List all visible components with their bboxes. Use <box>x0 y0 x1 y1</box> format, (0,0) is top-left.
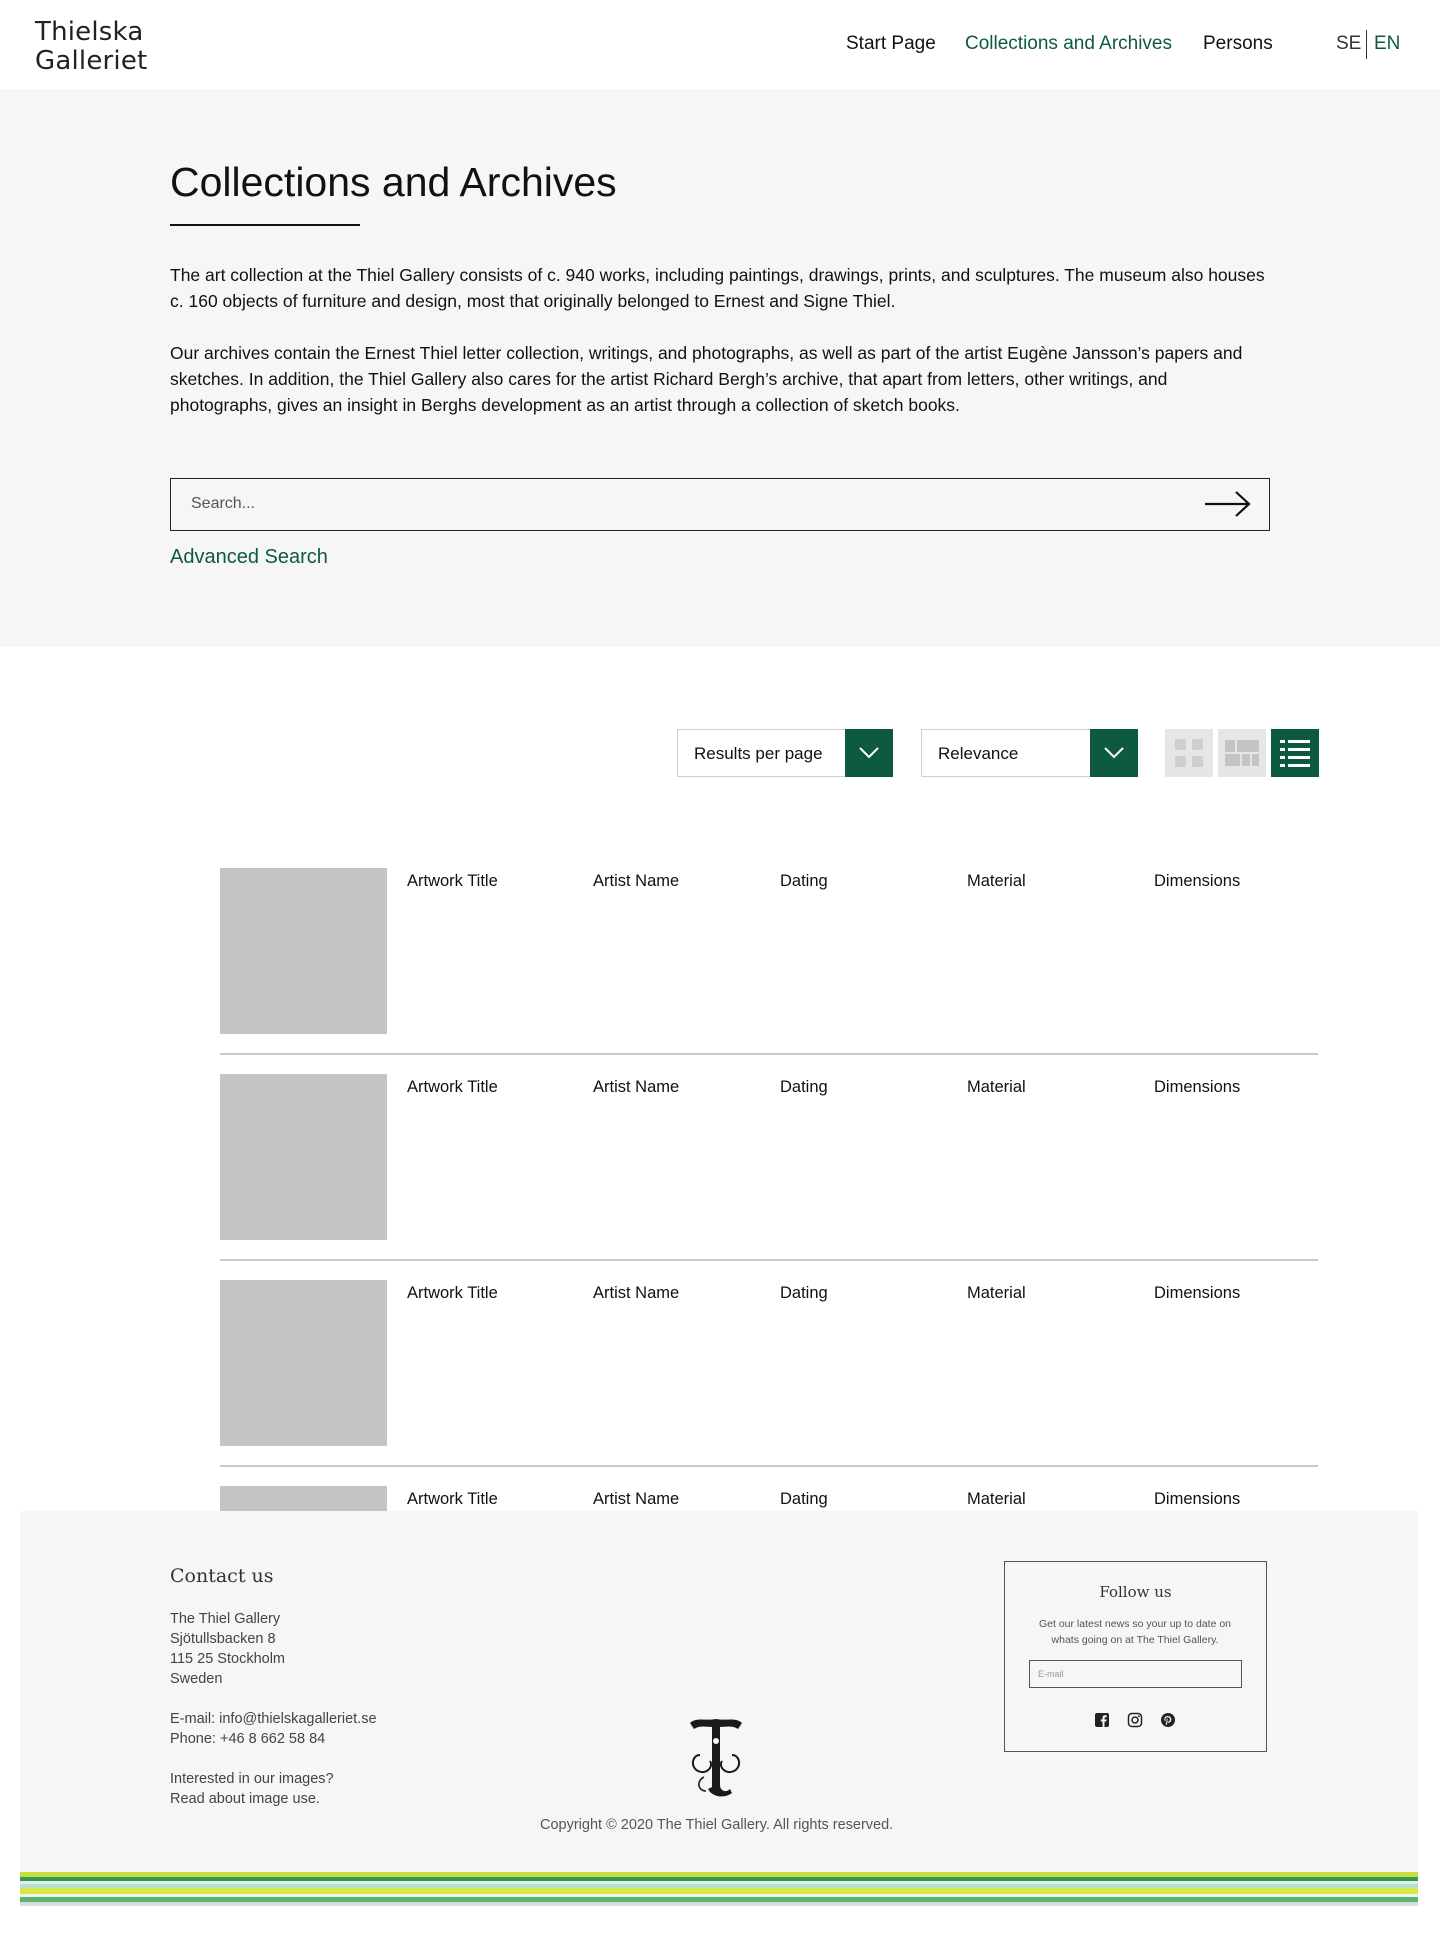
address-line: Sjötullsbacken 8 <box>170 1631 276 1647</box>
results-per-page-toggle[interactable] <box>845 729 893 777</box>
artwork-title[interactable]: Artwork Title <box>407 1078 498 1096</box>
lang-en[interactable]: EN <box>1374 33 1401 54</box>
view-grid-small-button[interactable] <box>1165 729 1213 777</box>
contact-heading: Contact us <box>170 1565 274 1587</box>
nav-start-page[interactable]: Start Page <box>846 33 936 54</box>
follow-heading: Follow us <box>1099 1583 1172 1601</box>
site-logo[interactable] <box>35 18 147 76</box>
title-underline <box>170 224 360 226</box>
view-list-button[interactable] <box>1271 729 1319 777</box>
sort-toggle[interactable] <box>1090 729 1138 777</box>
artwork-thumbnail[interactable] <box>220 1280 387 1446</box>
artwork-material: Material <box>967 1490 1026 1508</box>
artwork-dimensions: Dimensions <box>1154 872 1241 890</box>
grid-mosaic-icon <box>1218 729 1266 777</box>
grid-small-icon <box>1165 729 1213 777</box>
decorative-stripes <box>20 1872 1418 1920</box>
image-use-info <box>170 1769 334 1809</box>
list-icon <box>1271 729 1319 777</box>
row-divider <box>220 1465 1318 1467</box>
logo-line-2: Galleriet <box>35 46 148 76</box>
contact-phone[interactable]: Phone: +46 8 662 58 84 <box>170 1731 326 1747</box>
image-use-question: Interested in our images? <box>170 1771 334 1787</box>
artwork-dating: Dating <box>780 1078 828 1096</box>
follow-description: Get our latest news so your up to date on whats going on at The Thiel Gallery. <box>1038 1618 1232 1646</box>
artwork-material: Material <box>967 1078 1026 1096</box>
address-line: The Thiel Gallery <box>170 1611 281 1627</box>
artwork-material: Material <box>967 872 1026 890</box>
row-divider <box>220 1259 1318 1261</box>
facebook-icon[interactable] <box>1094 1712 1110 1728</box>
logo-line-1: Thielska <box>35 17 144 47</box>
gallery-emblem-icon <box>686 1715 746 1797</box>
artwork-dimensions: Dimensions <box>1154 1284 1241 1302</box>
artist-name: Artist Name <box>593 1078 680 1096</box>
artwork-title[interactable]: Artwork Title <box>407 872 498 890</box>
search-box <box>170 478 1270 531</box>
newsletter-box <box>1004 1561 1267 1752</box>
contact-email[interactable]: E-mail: info@thielskagalleriet.se <box>170 1711 377 1727</box>
artwork-material: Material <box>967 1284 1026 1302</box>
result-row[interactable] <box>220 868 1318 1074</box>
lang-divider <box>1366 30 1367 59</box>
pinterest-icon[interactable] <box>1160 1712 1176 1728</box>
hero-section <box>0 89 1440 647</box>
artist-name: Artist Name <box>593 1284 680 1302</box>
artwork-dimensions: Dimensions <box>1154 1078 1241 1096</box>
contact-address <box>170 1609 285 1689</box>
image-use-link[interactable]: Read about image use. <box>170 1791 320 1807</box>
sort-select[interactable] <box>921 729 1138 777</box>
stripe <box>20 1902 1418 1906</box>
artwork-dating: Dating <box>780 1284 828 1302</box>
results-per-page-select[interactable] <box>677 729 893 777</box>
intro-paragraph-collection: The art collection at the Thiel Gallery consists of c. 940 works, including paintings, drawings, prints, and sculptures. The museum also houses c. 160 objects of furniture and design, most that originally belonged to Ernest and Signe Thiel. <box>170 265 1265 311</box>
address-line: Sweden <box>170 1671 223 1687</box>
sort-label: Relevance <box>938 744 1019 763</box>
artwork-title[interactable]: Artwork Title <box>407 1284 498 1302</box>
advanced-search-link[interactable]: Advanced Search <box>170 546 328 568</box>
artwork-thumbnail[interactable] <box>220 1074 387 1240</box>
results-per-page-label: Results per page <box>694 744 823 763</box>
intro-paragraph-archives: Our archives contain the Ernest Thiel letter collection, writings, and photographs, as well as part of the artist Eugène Jansson’s papers and sketches. In addition, the Thiel Gallery also cares for the artist Richard Bergh’s archive, that apart from letters, other writings, and photographs, gives an insight in Berghs development as an artist through a collection of sketch books. <box>170 343 1243 415</box>
arrow-right-icon[interactable] <box>1203 489 1253 519</box>
view-grid-mosaic-button[interactable] <box>1218 729 1266 777</box>
artwork-dating: Dating <box>780 1490 828 1508</box>
chevron-down-icon <box>1103 746 1125 760</box>
site-header <box>0 0 1440 89</box>
address-line: 115 25 Stockholm <box>170 1651 285 1667</box>
result-row[interactable] <box>220 1074 1318 1280</box>
contact-details <box>170 1709 377 1749</box>
newsletter-email-input[interactable] <box>1029 1660 1242 1688</box>
artwork-dating: Dating <box>780 872 828 890</box>
artwork-thumbnail[interactable] <box>220 868 387 1034</box>
row-divider <box>220 1053 1318 1055</box>
site-footer <box>20 1511 1418 1874</box>
search-input[interactable] <box>191 479 1171 529</box>
result-row[interactable] <box>220 1280 1318 1486</box>
instagram-icon[interactable] <box>1127 1712 1143 1728</box>
artist-name: Artist Name <box>593 1490 680 1508</box>
lang-se[interactable]: SE <box>1336 33 1362 54</box>
page-title: Collections and Archives <box>170 159 617 205</box>
nav-persons[interactable]: Persons <box>1203 33 1273 54</box>
chevron-down-icon <box>858 746 880 760</box>
copyright-text: Copyright © 2020 The Thiel Gallery. All rights reserved. <box>540 1817 894 1833</box>
artwork-title[interactable]: Artwork Title <box>407 1490 498 1508</box>
nav-collections-archives[interactable]: Collections and Archives <box>965 33 1172 54</box>
artwork-dimensions: Dimensions <box>1154 1490 1241 1508</box>
artist-name: Artist Name <box>593 872 680 890</box>
